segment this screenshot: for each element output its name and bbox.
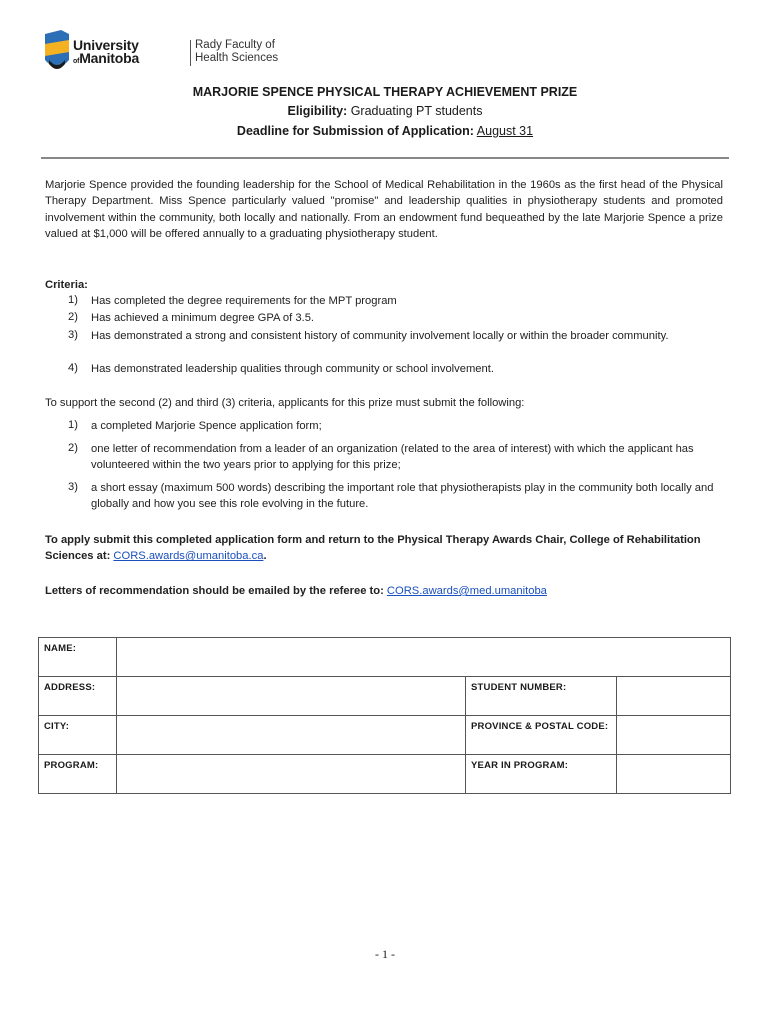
criteria-item: Has demonstrated leadership qualities through community or school involvement. (91, 363, 494, 375)
support-item: one letter of recommendation from a leader of an organization (related to the area of interest) with which the applicant has volunteered within the two years prior to applying for this prize; (91, 443, 694, 472)
logo-faculty (195, 39, 278, 65)
address-field[interactable] (117, 677, 466, 716)
name-label: NAME: (39, 638, 117, 677)
logo-divider (190, 40, 191, 66)
form-row-city (39, 716, 731, 755)
bison-shield-icon (43, 30, 71, 76)
criteria-number: 4) (68, 362, 78, 374)
letters-email-link[interactable]: CORS.awards@med.umanitoba (386, 585, 547, 597)
support-number: 3) (68, 481, 78, 493)
letters-text: Letters of recommendation should be emailed by the referee to: (45, 585, 387, 597)
logo-line-manitoba (73, 52, 139, 68)
university-logo (43, 30, 279, 76)
logo-manitoba: Manitoba (79, 50, 140, 66)
logo-of: of (73, 58, 80, 65)
header-divider (41, 157, 729, 159)
student-number-field[interactable] (617, 677, 731, 716)
program-field[interactable] (117, 755, 466, 794)
criteria-number: 1) (68, 294, 78, 306)
criteria-item: Has achieved a minimum degree GPA of 3.5. (91, 312, 315, 324)
support-intro: To support the second (2) and third (3) criteria, applicants for this prize must submit the following: (45, 397, 525, 409)
letters-instructions (45, 583, 725, 599)
support-item: a completed Marjorie Spence application form; (91, 420, 322, 432)
eligibility-label: Eligibility: (287, 104, 348, 118)
eligibility-value: Graduating PT students (347, 104, 483, 118)
support-item: a short essay (maximum 500 words) describing the important role that physiotherapists play in the community both locally and globally and how you see this role evolving in the future. (91, 482, 714, 511)
program-label: PROGRAM: (39, 755, 117, 794)
deadline-value: August 31 (476, 124, 534, 138)
city-field[interactable] (117, 716, 466, 755)
page-number: - 1 - (375, 947, 395, 961)
deadline-label: Deadline for Submission of Application: (236, 124, 474, 138)
support-number: 2) (68, 442, 78, 454)
application-form-table (38, 637, 731, 794)
form-row-program (39, 755, 731, 794)
criteria-number: 2) (68, 311, 78, 323)
criteria-item: Has completed the degree requirements for the MPT program (91, 295, 397, 307)
form-row-address (39, 677, 731, 716)
support-number: 1) (68, 419, 78, 431)
name-field[interactable] (117, 638, 731, 677)
criteria-number: 3) (68, 329, 78, 341)
faculty-line-2: Health Sciences (195, 52, 279, 64)
apply-suffix: . (263, 550, 267, 563)
intro-paragraph: Marjorie Spence provided the founding leadership for the School of Medical Rehabilitation in the 1960s as the first head of the Physical Therapy Department. Miss Spence particularly valued "promise" and leadership qualities in physiotherapy students and promoted involvement within the community, both locally and nationally. From an endowment fund bequeathed by the late Marjorie Spence a prize valued at $1,000 will be offered annually to a graduating physiotherapy student. (45, 179, 723, 240)
city-label: CITY: (39, 716, 117, 755)
year-label: YEAR IN PROGRAM: (466, 755, 617, 794)
province-field[interactable] (617, 716, 731, 755)
form-row-name (39, 638, 731, 677)
province-label: PROVINCE & POSTAL CODE: (466, 716, 617, 755)
apply-email-link[interactable]: CORS.awards@umanitoba.ca (113, 550, 264, 563)
criteria-heading: Criteria: (45, 279, 88, 291)
year-field[interactable] (617, 755, 731, 794)
student-number-label: STUDENT NUMBER: (466, 677, 617, 716)
criteria-item: Has demonstrated a strong and consistent history of community involvement locally or within the broader community. (91, 330, 669, 342)
eligibility-line (0, 104, 770, 118)
logo-line-university: University (73, 37, 139, 53)
apply-text: To apply submit this completed application form and return to the Physical Therapy Awards Chair, College of Rehabilitation Sciences at: (45, 534, 701, 563)
prize-title: MARJORIE SPENCE PHYSICAL THERAPY ACHIEVEMENT PRIZE (192, 85, 578, 99)
deadline-line (0, 124, 770, 138)
faculty-line-1: Rady Faculty of (195, 39, 275, 51)
apply-instructions (45, 532, 725, 565)
address-label: ADDRESS: (39, 677, 117, 716)
